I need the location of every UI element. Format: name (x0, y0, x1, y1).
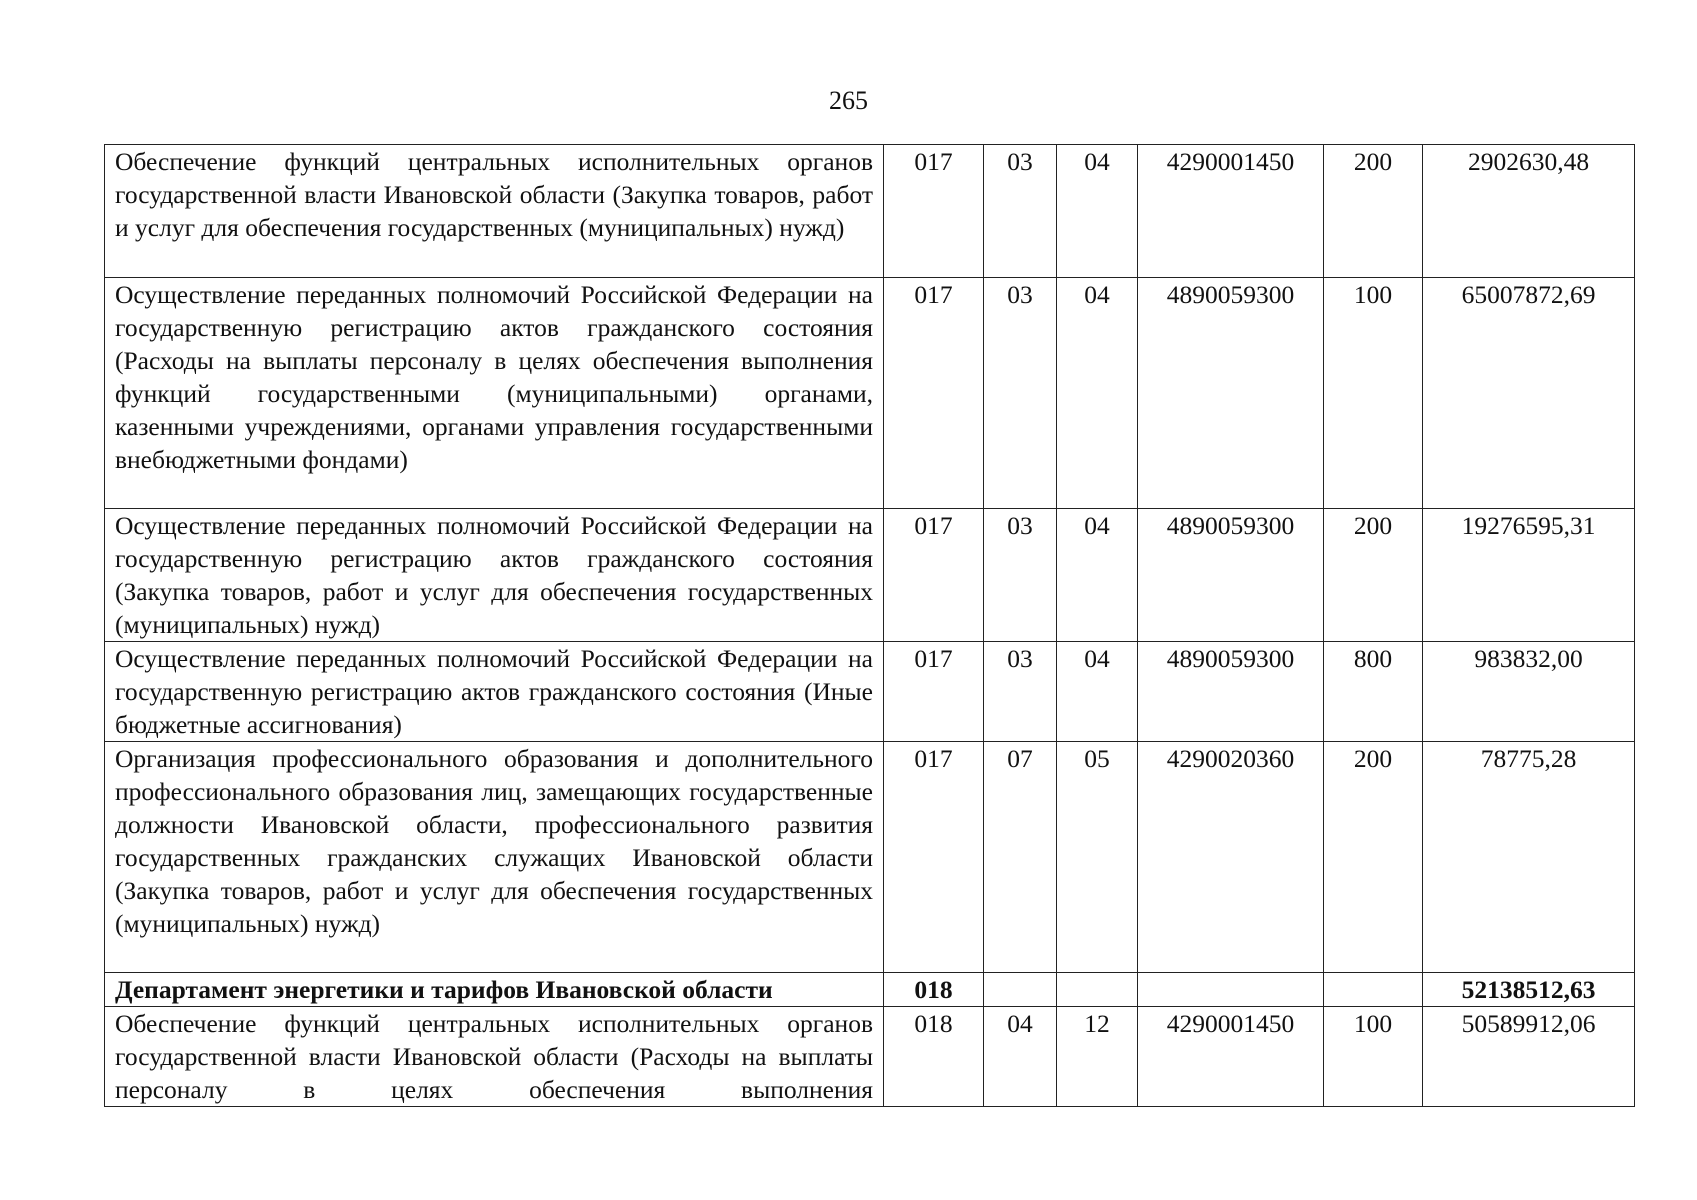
ministry-code: 017 (884, 642, 984, 742)
target-article-code: 4290001450 (1138, 1007, 1324, 1107)
expense-type-code: 200 (1324, 509, 1423, 642)
subsection-code (1057, 973, 1138, 1007)
subsection-code: 04 (1057, 509, 1138, 642)
expense-type-code: 800 (1324, 642, 1423, 742)
ministry-code: 017 (884, 509, 984, 642)
table-row (105, 742, 1635, 973)
target-article-code: 4290020360 (1138, 742, 1324, 973)
expense-type-code: 200 (1324, 742, 1423, 973)
section-code: 03 (984, 145, 1057, 278)
budget-table (104, 144, 1635, 1107)
row-description: Обеспечение функций центральных исполнительных органов государственной власти Ивановской области (Расходы на выплаты персоналу в целях обеспечения выполнения (115, 1009, 873, 1104)
table-row (105, 145, 1635, 278)
ministry-code: 017 (884, 278, 984, 509)
target-article-code: 4890059300 (1138, 642, 1324, 742)
department-total-amount: 52138512,63 (1423, 973, 1635, 1007)
section-code: 03 (984, 278, 1057, 509)
page-number: 265 (829, 86, 868, 115)
table-row (105, 278, 1635, 509)
amount: 78775,28 (1423, 742, 1635, 973)
ministry-code: 018 (884, 1007, 984, 1107)
target-article-code (1138, 973, 1324, 1007)
amount: 19276595,31 (1423, 509, 1635, 642)
expense-type-code: 200 (1324, 145, 1423, 278)
table-row-department (105, 973, 1635, 1007)
row-description: Организация профессионального образования и дополнительного профессионального образования лиц, замещающих государственные должности Ивановской области, профессионального развития государственных гражданских служащих Ивановской области (Закупка товаров, работ и услуг для обеспечения государственных (муниципальных) нужд) (105, 742, 884, 973)
table-row (105, 509, 1635, 642)
subsection-code: 04 (1057, 642, 1138, 742)
amount: 983832,00 (1423, 642, 1635, 742)
table-row (105, 1007, 1635, 1107)
section-code: 03 (984, 642, 1057, 742)
subsection-code: 05 (1057, 742, 1138, 973)
expense-type-code (1324, 973, 1423, 1007)
amount: 50589912,06 (1423, 1007, 1635, 1107)
row-description: Обеспечение функций центральных исполнительных органов государственной власти Ивановской области (Закупка товаров, работ и услуг для обеспечения государственных (муниципальных) нужд) (105, 145, 884, 278)
section-code: 04 (984, 1007, 1057, 1107)
row-description-cell (105, 1007, 884, 1107)
row-description: Осуществление переданных полномочий Российской Федерации на государственную регистрацию актов гражданского состояния (Закупка товаров, работ и услуг для обеспечения государственных (муниципальных) нужд) (105, 509, 884, 642)
ministry-code: 017 (884, 145, 984, 278)
table-row (105, 642, 1635, 742)
subsection-code: 12 (1057, 1007, 1138, 1107)
subsection-code: 04 (1057, 278, 1138, 509)
target-article-code: 4890059300 (1138, 278, 1324, 509)
section-code: 03 (984, 509, 1057, 642)
department-title: Департамент энергетики и тарифов Ивановской области (105, 973, 884, 1007)
target-article-code: 4290001450 (1138, 145, 1324, 278)
section-code: 07 (984, 742, 1057, 973)
expense-type-code: 100 (1324, 1007, 1423, 1107)
expense-type-code: 100 (1324, 278, 1423, 509)
ministry-code: 018 (884, 973, 984, 1007)
target-article-code: 4890059300 (1138, 509, 1324, 642)
ministry-code: 017 (884, 742, 984, 973)
amount: 2902630,48 (1423, 145, 1635, 278)
subsection-code: 04 (1057, 145, 1138, 278)
amount: 65007872,69 (1423, 278, 1635, 509)
row-description: Осуществление переданных полномочий Российской Федерации на государственную регистрацию актов гражданского состояния (Расходы на выплаты персоналу в целях обеспечения выполнения функций государственными (муниципальными) органами, казенными учреждениями, органами управления государственными внебюджетными фондами) (105, 278, 884, 509)
section-code (984, 973, 1057, 1007)
row-description: Осуществление переданных полномочий Российской Федерации на государственную регистрацию актов гражданского состояния (Иные бюджетные ассигнования) (105, 642, 884, 742)
